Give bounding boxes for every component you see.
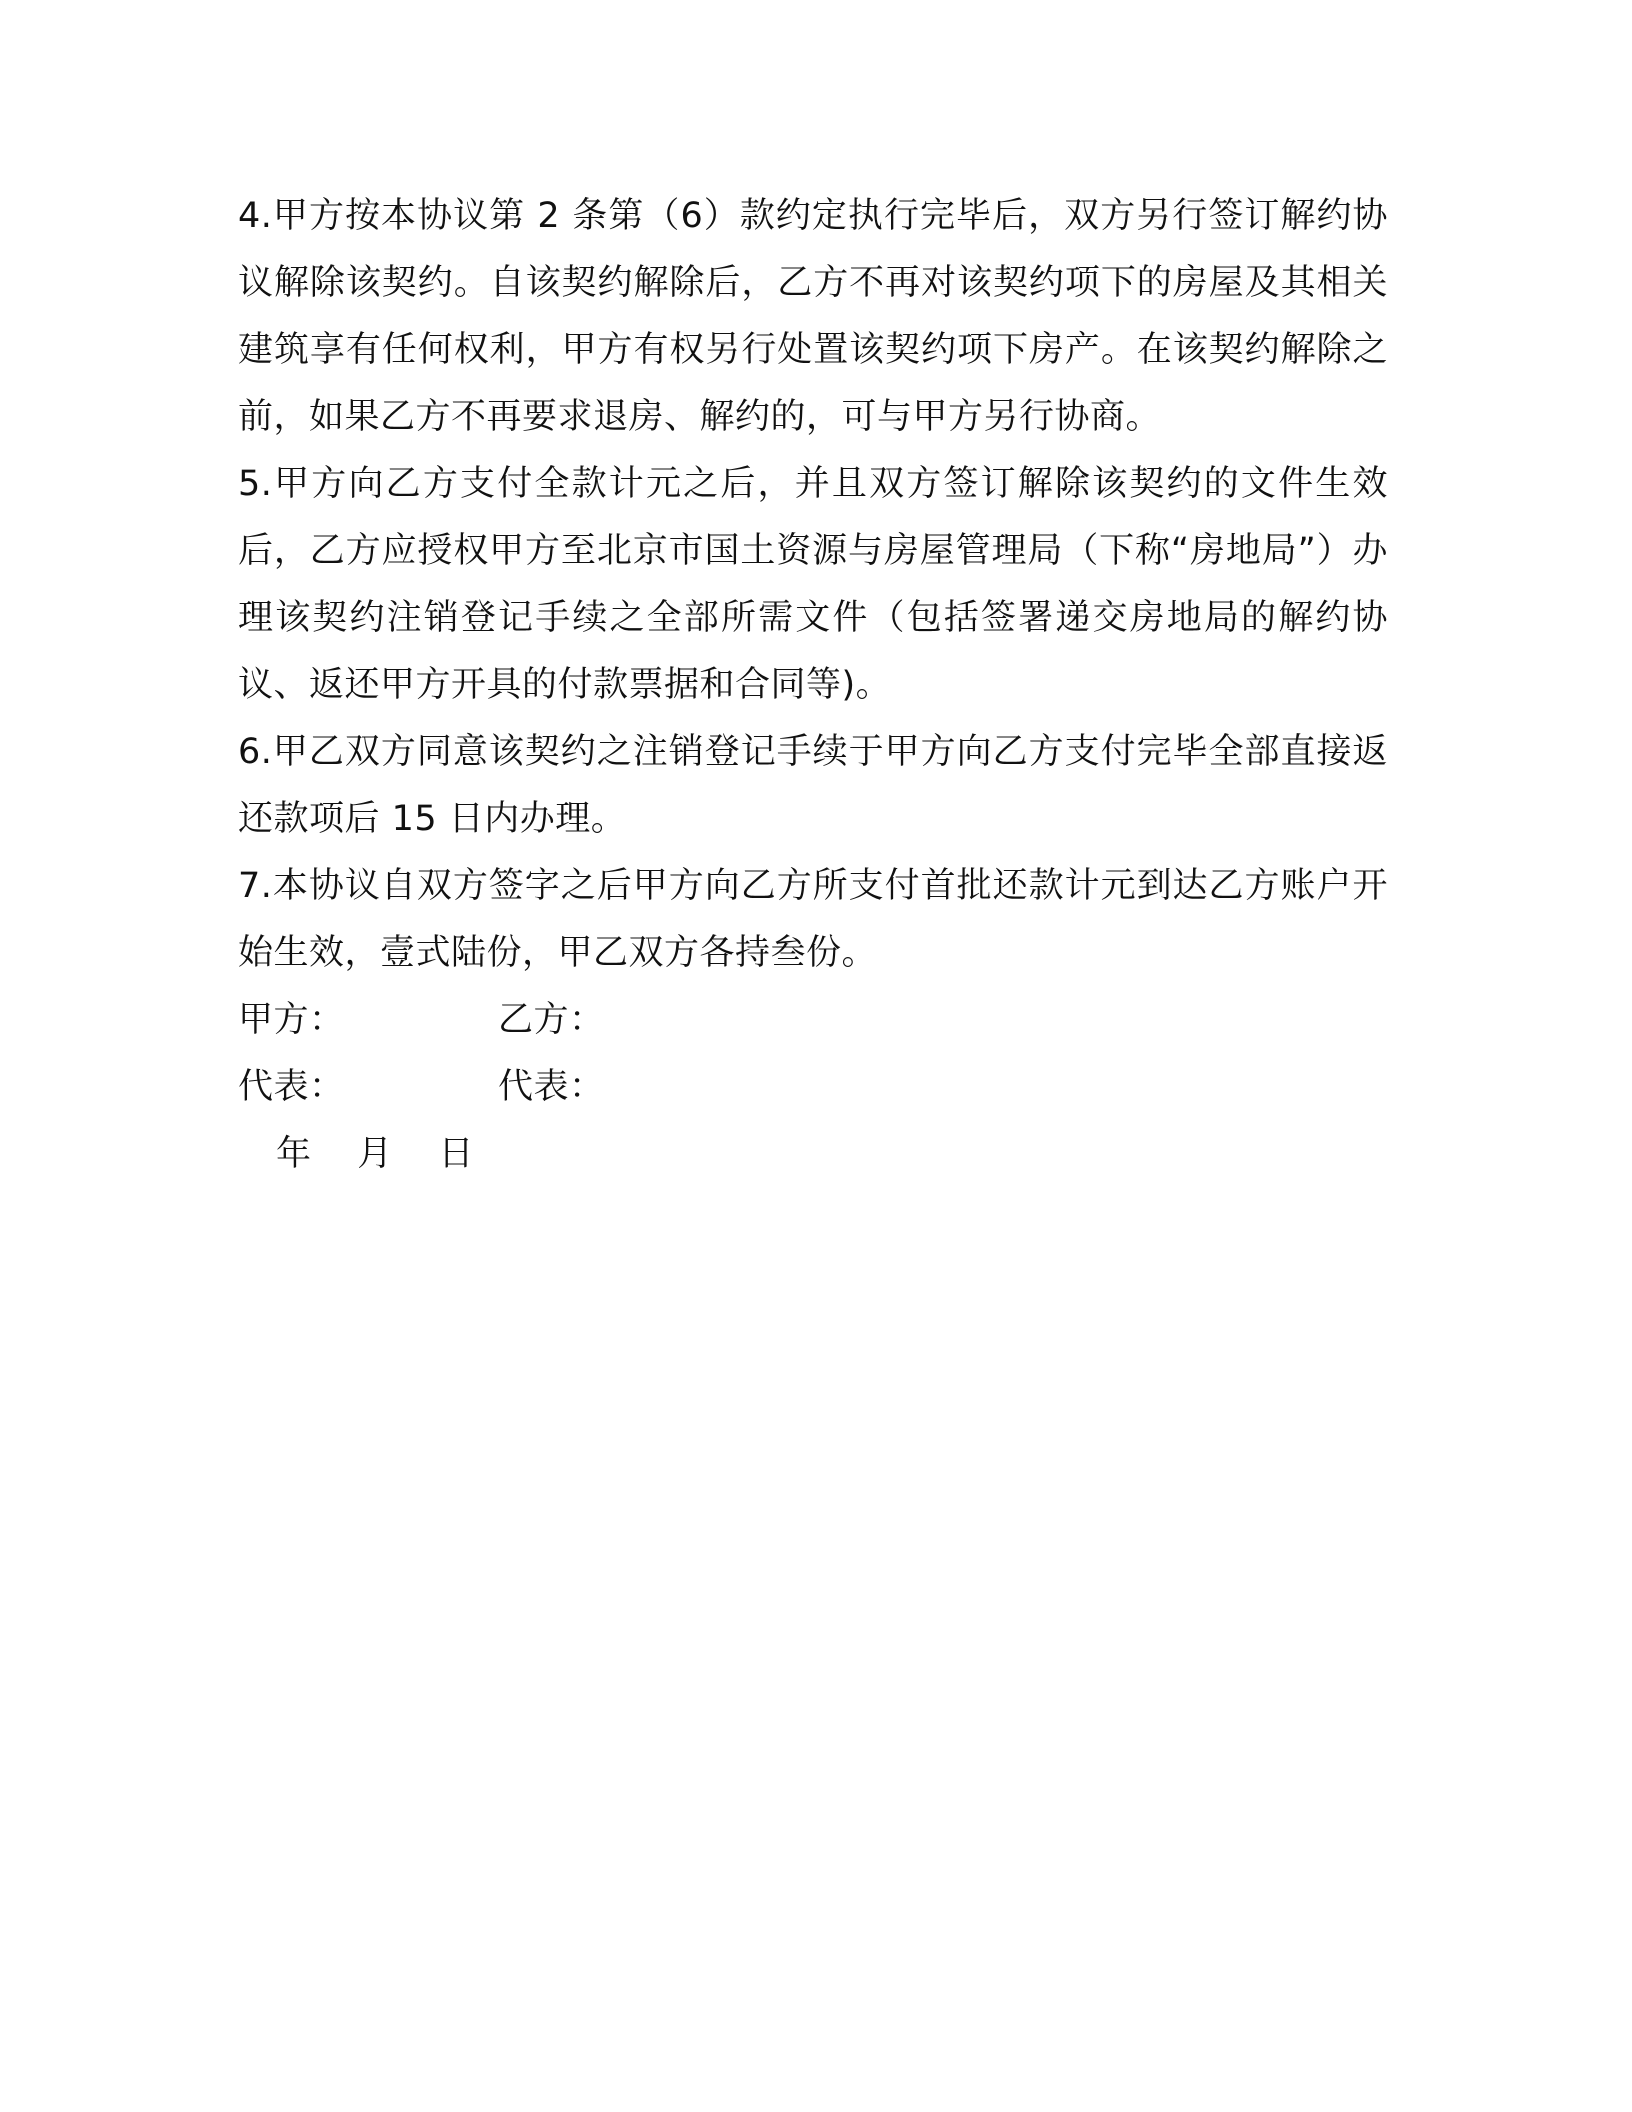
party-a-label: 甲方： (238, 1000, 345, 1040)
clause-7: 7.本协议自双方签字之后甲方向乙方所支付首批还款计元到达乙方账户开始生效，壹式陆份，甲乙双方各持叁份。 (238, 866, 1388, 973)
representative-b-label: 代表： (498, 1067, 605, 1107)
clause-5: 5.甲方向乙方支付全款计元之后，并且双方签订解除该契约的文件生效后，乙方应授权甲方至北京市国土资源与房屋管理局（下称“房地局”）办理该契约注销登记手续之全部所需文件（包括签署递交房地局的解约协议、返还甲方开具的付款票据和合同等)。 (238, 464, 1388, 705)
representative-a-label: 代表： (238, 1067, 345, 1107)
document-body (238, 183, 1388, 1188)
date-line: 年 月 日 (276, 1134, 474, 1174)
clause-6: 6.甲乙双方同意该契约之注销登记手续于甲方向乙方支付完毕全部直接返还款项后 15 日内办理。 (238, 732, 1388, 839)
signature-row-parties (238, 987, 1388, 1054)
clause-4: 4.甲方按本协议第 2 条第（6）款约定执行完毕后，双方另行签订解约协议解除该契约。自该契约解除后，乙方不再对该契约项下的房屋及其相关建筑享有任何权利，甲方有权另行处置该契约项下房产。在该契约解除之前，如果乙方不再要求退房、解约的，可与甲方另行协商。 (238, 196, 1388, 437)
party-b-label: 乙方： (498, 1000, 605, 1040)
signature-row-representatives (238, 1054, 1388, 1121)
